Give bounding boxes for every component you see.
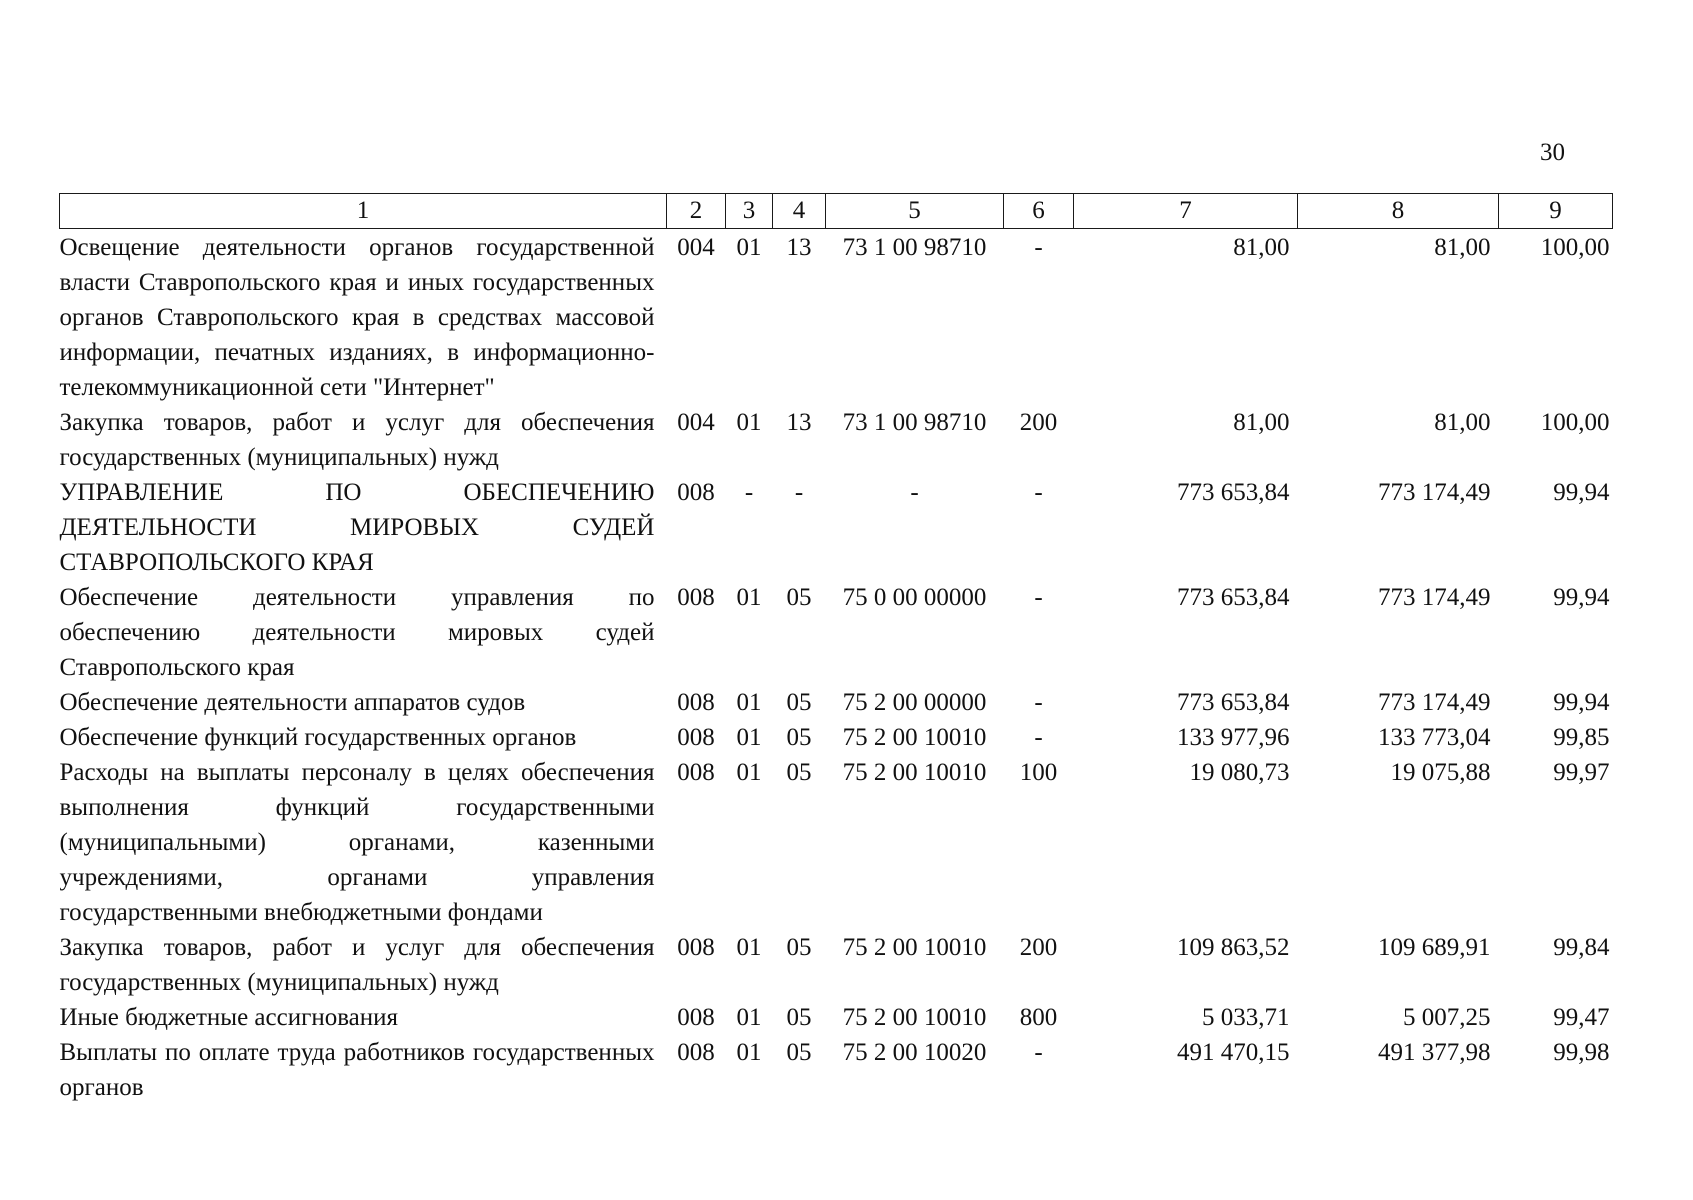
target-article-cell: 73 1 00 98710 xyxy=(842,409,987,436)
target-article-cell: 73 1 00 98710 xyxy=(842,234,987,261)
row-name-cell: УПРАВЛЕНИЕ ПО ОБЕСПЕЧЕНИЮ ДЕЯТЕЛЬНОСТИ МИРОВЫХ СУДЕЙ СТАВРОПОЛЬСКОГО КРАЯ xyxy=(59,479,655,576)
expense-type-cell: - xyxy=(1034,1039,1043,1066)
subsection-code-cell: 05 xyxy=(786,1039,812,1066)
execution-percent-cell: 99,97 xyxy=(1553,759,1610,786)
column-header: 7 xyxy=(1074,194,1298,229)
chapter-code-cell: 008 xyxy=(677,934,715,961)
chapter-code-cell: 008 xyxy=(677,1004,715,1031)
planned-amount-cell: 81,00 xyxy=(1233,234,1290,261)
subsection-code-cell: 05 xyxy=(786,724,812,751)
section-code-cell: 01 xyxy=(736,234,762,261)
row-name-cell: Расходы на выплаты персоналу в целях обеспечения выполнения функций государственными (муниципальными) органами, казенными учреждениями, органами управления государственными внебюджетными фондами xyxy=(59,759,655,926)
row-name-cell: Обеспечение деятельности аппаратов судов xyxy=(59,689,526,716)
row-name-cell: Обеспечение деятельности управления по обеспечению деятельности мировых судей Ставропольского края xyxy=(59,584,655,681)
executed-amount-cell: 491 377,98 xyxy=(1378,1039,1491,1066)
section-code-cell: 01 xyxy=(736,724,762,751)
column-header: 9 xyxy=(1499,194,1613,229)
section-code-cell: 01 xyxy=(736,409,762,436)
table-row xyxy=(60,1035,1613,1105)
execution-percent-cell: 99,85 xyxy=(1553,724,1610,751)
row-name-cell: Выплаты по оплате труда работников государственных органов xyxy=(59,1039,655,1101)
table-row xyxy=(60,405,1613,475)
section-code-cell: - xyxy=(744,479,754,506)
subsection-code-cell: 05 xyxy=(786,584,812,611)
subsection-code-cell: 13 xyxy=(786,409,812,436)
column-header: 5 xyxy=(826,194,1004,229)
table-row xyxy=(60,685,1613,720)
section-code-cell: 01 xyxy=(736,584,762,611)
planned-amount-cell: 81,00 xyxy=(1233,409,1290,436)
target-article-cell: 75 2 00 10010 xyxy=(842,934,987,961)
target-article-cell: 75 2 00 10010 xyxy=(842,759,987,786)
chapter-code-cell: 004 xyxy=(677,409,715,436)
row-name-cell: Иные бюджетные ассигнования xyxy=(59,1004,399,1031)
executed-amount-cell: 773 174,49 xyxy=(1378,584,1491,611)
row-name-cell: Обеспечение функций государственных органов xyxy=(59,724,577,751)
subsection-code-cell: 05 xyxy=(786,934,812,961)
execution-percent-cell: 99,98 xyxy=(1553,1039,1610,1066)
chapter-code-cell: 008 xyxy=(677,689,715,716)
expense-type-cell: - xyxy=(1034,479,1043,506)
planned-amount-cell: 19 080,73 xyxy=(1189,759,1290,786)
executed-amount-cell: 133 773,04 xyxy=(1378,724,1491,751)
expense-type-cell: 800 xyxy=(1019,1004,1058,1031)
section-code-cell: 01 xyxy=(736,934,762,961)
planned-amount-cell: 773 653,84 xyxy=(1177,584,1290,611)
chapter-code-cell: 008 xyxy=(677,759,715,786)
column-header: 3 xyxy=(726,194,773,229)
planned-amount-cell: 773 653,84 xyxy=(1177,479,1290,506)
planned-amount-cell: 5 033,71 xyxy=(1202,1004,1290,1031)
expense-type-cell: - xyxy=(1034,689,1043,716)
section-code-cell: 01 xyxy=(736,1004,762,1031)
expense-type-cell: - xyxy=(1034,234,1043,261)
execution-percent-cell: 99,94 xyxy=(1553,689,1610,716)
subsection-code-cell: 05 xyxy=(786,1004,812,1031)
column-header: 6 xyxy=(1004,194,1074,229)
table-row xyxy=(60,930,1613,1000)
chapter-code-cell: 008 xyxy=(677,1039,715,1066)
executed-amount-cell: 773 174,49 xyxy=(1378,689,1491,716)
row-name-cell: Закупка товаров, работ и услуг для обеспечения государственных (муниципальных) нужд xyxy=(59,409,655,471)
planned-amount-cell: 491 470,15 xyxy=(1177,1039,1290,1066)
column-number-header xyxy=(60,194,1613,229)
executed-amount-cell: 81,00 xyxy=(1434,409,1491,436)
expense-type-cell: 200 xyxy=(1019,934,1058,961)
execution-percent-cell: 99,94 xyxy=(1553,584,1610,611)
section-code-cell: 01 xyxy=(736,1039,762,1066)
subsection-code-cell: 05 xyxy=(786,689,812,716)
expense-type-cell: 200 xyxy=(1019,409,1058,436)
executed-amount-cell: 81,00 xyxy=(1434,234,1491,261)
subsection-code-cell: 05 xyxy=(786,759,812,786)
table-row xyxy=(60,580,1613,685)
execution-percent-cell: 100,00 xyxy=(1540,234,1610,261)
expense-type-cell: - xyxy=(1034,724,1043,751)
column-header: 8 xyxy=(1298,194,1499,229)
executed-amount-cell: 19 075,88 xyxy=(1390,759,1491,786)
section-code-cell: 01 xyxy=(736,689,762,716)
planned-amount-cell: 773 653,84 xyxy=(1177,689,1290,716)
executed-amount-cell: 773 174,49 xyxy=(1378,479,1491,506)
row-name-cell: Закупка товаров, работ и услуг для обеспечения государственных (муниципальных) нужд xyxy=(59,934,655,996)
execution-percent-cell: 99,47 xyxy=(1553,1004,1610,1031)
table-row xyxy=(60,1000,1613,1035)
execution-percent-cell: 100,00 xyxy=(1540,409,1610,436)
target-article-cell: 75 2 00 10010 xyxy=(842,1004,987,1031)
target-article-cell: - xyxy=(910,479,919,506)
execution-percent-cell: 99,94 xyxy=(1553,479,1610,506)
column-header: 2 xyxy=(667,194,726,229)
column-header: 1 xyxy=(60,194,667,229)
chapter-code-cell: 008 xyxy=(677,479,715,506)
target-article-cell: 75 2 00 10020 xyxy=(842,1039,987,1066)
target-article-cell: 75 2 00 10010 xyxy=(842,724,987,751)
executed-amount-cell: 109 689,91 xyxy=(1378,934,1491,961)
table-body xyxy=(60,229,1613,1106)
table-row xyxy=(60,720,1613,755)
budget-table xyxy=(59,193,1613,1105)
target-article-cell: 75 0 00 00000 xyxy=(842,584,987,611)
target-article-cell: 75 2 00 00000 xyxy=(842,689,987,716)
expense-type-cell: - xyxy=(1034,584,1043,611)
row-name-cell: Освещение деятельности органов государственной власти Ставропольского края и иных государственных органов Ставропольского края в средствах массовой информации, печатных изданиях, в информационно-телекоммуникационной сети "Интернет" xyxy=(59,234,655,401)
table-row xyxy=(60,475,1613,580)
chapter-code-cell: 004 xyxy=(677,234,715,261)
expense-type-cell: 100 xyxy=(1019,759,1058,786)
subsection-code-cell: 13 xyxy=(786,234,812,261)
execution-percent-cell: 99,84 xyxy=(1553,934,1610,961)
table-row xyxy=(60,755,1613,930)
chapter-code-cell: 008 xyxy=(677,724,715,751)
subsection-code-cell: - xyxy=(794,479,804,506)
page-number: 30 xyxy=(1540,139,1565,166)
planned-amount-cell: 133 977,96 xyxy=(1177,724,1290,751)
planned-amount-cell: 109 863,52 xyxy=(1177,934,1290,961)
table-row xyxy=(60,229,1613,406)
section-code-cell: 01 xyxy=(736,759,762,786)
executed-amount-cell: 5 007,25 xyxy=(1403,1004,1491,1031)
chapter-code-cell: 008 xyxy=(677,584,715,611)
column-header: 4 xyxy=(773,194,826,229)
